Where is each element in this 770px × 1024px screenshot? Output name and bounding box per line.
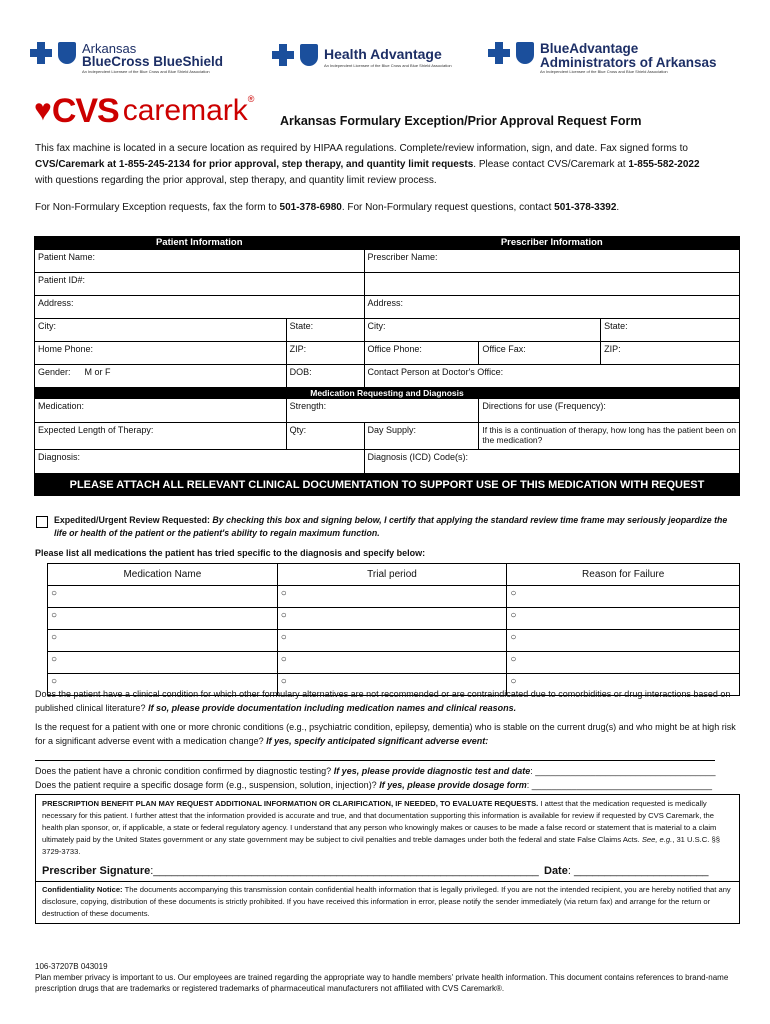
trial-cell[interactable]: ○ xyxy=(48,608,278,630)
patient-state-field[interactable]: State: xyxy=(286,319,364,342)
attestation-box xyxy=(35,794,740,924)
registered-mark: ® xyxy=(247,94,255,104)
nf-text-c: . xyxy=(616,202,620,213)
trial-cell[interactable]: ○ xyxy=(507,608,740,630)
icd-code-field[interactable]: Diagnosis (ICD) Code(s): xyxy=(364,450,739,474)
trial-cell[interactable]: ○ xyxy=(48,652,278,674)
logo-ba-line1: BlueAdvantage xyxy=(540,41,639,56)
strength-field[interactable]: Strength: xyxy=(286,399,479,423)
prescriber-address-field[interactable]: Address: xyxy=(364,296,739,319)
logo-arkansas-sub: An Independent Licensee of the Blue Cross and Blue Shield Association xyxy=(82,68,210,74)
nf-text-b: . For Non-Formulary request questions, contact xyxy=(341,202,555,213)
prescriber-blank[interactable] xyxy=(364,273,739,296)
trial-cell[interactable]: ○ xyxy=(507,586,740,608)
intro-line3: with questions regarding the prior approval, step therapy, and quantity limit review process. xyxy=(35,175,437,186)
date-line[interactable]: : ______________________ xyxy=(567,865,709,877)
prescriber-office-fax-field[interactable]: Office Fax: xyxy=(479,342,601,365)
attach-documentation-banner: PLEASE ATTACH ALL RELEVANT CLINICAL DOCUMENTATION TO SUPPORT USE OF THIS MEDICATION WITH REQUEST xyxy=(35,474,740,496)
q1-text: Does the patient have a clinical condition for which other formulary alternatives are not recommended or are contraindicated due to comorbidities or drug interactions based on published clinical literature? xyxy=(35,689,731,713)
intro-paragraph xyxy=(35,141,740,189)
trial-cell[interactable]: ○ xyxy=(507,674,740,696)
patient-zip-field[interactable]: ZIP: xyxy=(286,342,364,365)
doctor-contact-field[interactable]: Contact Person at Doctor's Office: xyxy=(364,365,739,388)
trial-cell[interactable]: ○ xyxy=(48,586,278,608)
question-1 xyxy=(35,687,740,715)
caremark-wordmark: caremark xyxy=(122,94,248,127)
trial-header-period: Trial period xyxy=(277,564,507,586)
nf-text-a: For Non-Formulary Exception requests, fax the form to xyxy=(35,202,280,213)
patient-gender-field[interactable] xyxy=(35,365,287,388)
prescriber-state-field[interactable]: State: xyxy=(601,319,740,342)
question-3 xyxy=(35,764,740,778)
continuation-field[interactable]: If this is a continuation of therapy, how long has the patient been on the medication? xyxy=(479,423,740,450)
patient-city-field[interactable]: City: xyxy=(35,319,287,342)
confidentiality-label: Confidentiality Notice: xyxy=(42,885,123,894)
therapy-length-field[interactable]: Expected Length of Therapy: xyxy=(35,423,287,450)
blue-advantage-logo xyxy=(488,42,717,74)
patient-home-phone-field[interactable]: Home Phone: xyxy=(35,342,287,365)
question-4 xyxy=(35,778,740,792)
logo-ba-sub: An Independent Licensee of the Blue Cross and Blue Shield Association xyxy=(540,69,668,74)
nonformulary-paragraph xyxy=(35,200,740,216)
attestation-bold: PRESCRIPTION BENEFIT PLAN MAY REQUEST ADDITIONAL INFORMATION OR CLARIFICATION, IF NEEDED, TO EVALUATE REQUESTS. xyxy=(42,799,539,808)
logo-arkansas-line2: BlueCross BlueShield xyxy=(82,54,224,69)
attestation-italic: See, e.g. xyxy=(641,835,673,844)
intro-phone: 1-855-582-2022 xyxy=(628,159,700,170)
health-advantage-logo xyxy=(272,44,452,68)
trial-header-medication: Medication Name xyxy=(48,564,278,586)
q3-answer-line[interactable]: : ____________________________________ xyxy=(530,766,716,776)
q2-text: Is the request for a patient with one or more chronic conditions (e.g., psychiatric condition, epilepsy, dementia) who is stable on the current drug(s) and who might be at high risk for a significant adverse event with a medication change? xyxy=(35,722,736,746)
cross-icon xyxy=(488,42,510,64)
diagnosis-field[interactable]: Diagnosis: xyxy=(35,450,365,474)
q3-text: Does the patient have a chronic condition confirmed by diagnostic testing? xyxy=(35,766,334,776)
logo-ba-line2: Administrators of Arkansas xyxy=(540,54,717,70)
nf-fax: 501-378-6980 xyxy=(279,202,342,213)
attestation-body: I attest that the medication requested is medically necessary for this patient. I further attest that the information provided is accurate and true, and that documentation supporting this information is available for review if requested by CVS Caremark, the health plan sponsor, or, if applicable, a state or federal regulatory agency. I understand that any person who knowingly makes or causes to be made a false record or statement that is material to a claim ultimately paid by the United States government or any state government may be subject to civil penalties and treble damages under both the federal and state False Claims Acts. xyxy=(42,799,717,844)
attestation-cite: , 31 U.S.C. §§ 3729-3733. xyxy=(42,835,720,856)
trial-cell[interactable]: ○ xyxy=(277,652,507,674)
form-code: 106-37207B 043019 xyxy=(35,962,108,971)
intro-contact: . Please contact CVS/Caremark at xyxy=(473,159,629,170)
attestation-text xyxy=(42,798,732,858)
patient-name-field[interactable]: Patient Name: xyxy=(35,250,365,273)
logo-ha-sub: An Independent Licensee of the Blue Cross and Blue Shield Association xyxy=(324,63,452,68)
patient-address-field[interactable]: Address: xyxy=(35,296,365,319)
q1-instruction: If so, please provide documentation including medication names and clinical reasons. xyxy=(148,703,517,713)
q3-instruction: If yes, please provide diagnostic test and date xyxy=(333,766,531,776)
shield-icon xyxy=(300,44,318,66)
cvs-wordmark: CVS xyxy=(51,92,119,130)
prescriber-office-phone-field[interactable]: Office Phone: xyxy=(364,342,479,365)
trial-cell[interactable]: ○ xyxy=(277,608,507,630)
signature-line[interactable]: :_______________________________________________________________ xyxy=(150,865,539,877)
trial-cell[interactable]: ○ xyxy=(48,630,278,652)
trial-cell[interactable]: ○ xyxy=(277,586,507,608)
form-title: Arkansas Formulary Exception/Prior Approval Request Form xyxy=(280,114,642,128)
date-label: Date xyxy=(544,865,568,877)
gender-label: Gender: xyxy=(38,367,71,377)
signature-row xyxy=(42,865,539,877)
question-2 xyxy=(35,720,740,748)
prescriber-name-field[interactable]: Prescriber Name: xyxy=(364,250,739,273)
intro-line1: This fax machine is located in a secure location as required by HIPAA regulations. Complete/review information, sign, and date. Fax signed forms to xyxy=(35,143,688,154)
expedited-checkbox[interactable] xyxy=(36,516,48,528)
patient-id-field[interactable]: Patient ID#: xyxy=(35,273,365,296)
cross-icon xyxy=(272,44,294,66)
expedited-text xyxy=(54,514,734,540)
arkansas-bcbs-logo xyxy=(30,42,223,74)
expedited-label: Expedited/Urgent Review Requested: xyxy=(54,515,210,525)
qty-field[interactable]: Qty: xyxy=(286,423,364,450)
prescriber-city-field[interactable]: City: xyxy=(364,319,601,342)
confidentiality-notice xyxy=(42,884,732,920)
info-table xyxy=(34,236,740,496)
logo-ha-name: Health Advantage xyxy=(324,46,442,62)
q2-answer-line[interactable] xyxy=(35,760,715,761)
prescriber-zip-field[interactable]: ZIP: xyxy=(601,342,740,365)
trial-table xyxy=(47,563,740,696)
medication-field[interactable]: Medication: xyxy=(35,399,287,423)
heart-icon: ♥ xyxy=(34,94,52,127)
patient-info-header: Patient Information xyxy=(35,237,365,250)
day-supply-field[interactable]: Day Supply: xyxy=(364,423,479,450)
date-row xyxy=(544,865,709,877)
shield-icon xyxy=(58,42,76,64)
intro-fax-bold: CVS/Caremark at 1-855-245-2134 for prior approval, step therapy, and quantity limit requests xyxy=(35,159,474,170)
medication-header: Medication Requesting and Diagnosis xyxy=(35,388,740,399)
cross-icon xyxy=(30,42,52,64)
patient-dob-field[interactable]: DOB: xyxy=(286,365,364,388)
q4-instruction: If yes, please provide dosage form xyxy=(379,780,527,790)
expedited-desc: By checking this box and signing below, I certify that applying the standard review time frame may seriously jeopardize the life or health of the patient or the patient's ability to regain maximum function. xyxy=(54,515,728,538)
q2-instruction: If yes, specify anticipated significant adverse event: xyxy=(266,736,489,746)
cvs-caremark-logo xyxy=(34,94,254,128)
shield-icon xyxy=(516,42,534,64)
trial-cell[interactable]: ○ xyxy=(277,630,507,652)
trial-header-reason: Reason for Failure xyxy=(507,564,740,586)
prescriber-info-header: Prescriber Information xyxy=(364,237,739,250)
gender-options[interactable]: M or F xyxy=(84,367,111,377)
directions-field[interactable]: Directions for use (Frequency): xyxy=(479,399,740,423)
q4-text: Does the patient require a specific dosage form (e.g., suspension, solution, injection)? xyxy=(35,780,380,790)
trial-cell[interactable]: ○ xyxy=(277,674,507,696)
confidentiality-text: The documents accompanying this transmission contain confidential health information that is legally privileged. If you are not the intended recipient, you are hereby notified that any disclosure, copying, distribution of these documents is strictly prohibited. If you have received this information in error, please notify the sender immediately (via return fax) and arrange for the return or destruction of these documents. xyxy=(42,885,731,918)
trial-cell[interactable]: ○ xyxy=(507,630,740,652)
divider xyxy=(36,881,739,882)
trial-cell[interactable]: ○ xyxy=(48,674,278,696)
list-prompt: Please list all medications the patient has tried specific to the diagnosis and specify below: xyxy=(35,548,426,558)
trial-cell[interactable]: ○ xyxy=(507,652,740,674)
logo-arkansas-line1: Arkansas xyxy=(82,41,137,56)
footer-privacy-text: Plan member privacy is important to us. Our employees are trained regarding the appropriate way to handle members' private health information. This document contains references to brand-name prescription drugs that are trademarks or registered trademarks of pharmaceutical manufacturers not affiliated with CVS Caremark®. xyxy=(35,973,729,993)
q4-answer-line[interactable]: : ____________________________________ xyxy=(526,780,712,790)
nf-phone: 501-378-3392 xyxy=(554,202,617,213)
signature-label: Prescriber Signature xyxy=(42,865,151,877)
